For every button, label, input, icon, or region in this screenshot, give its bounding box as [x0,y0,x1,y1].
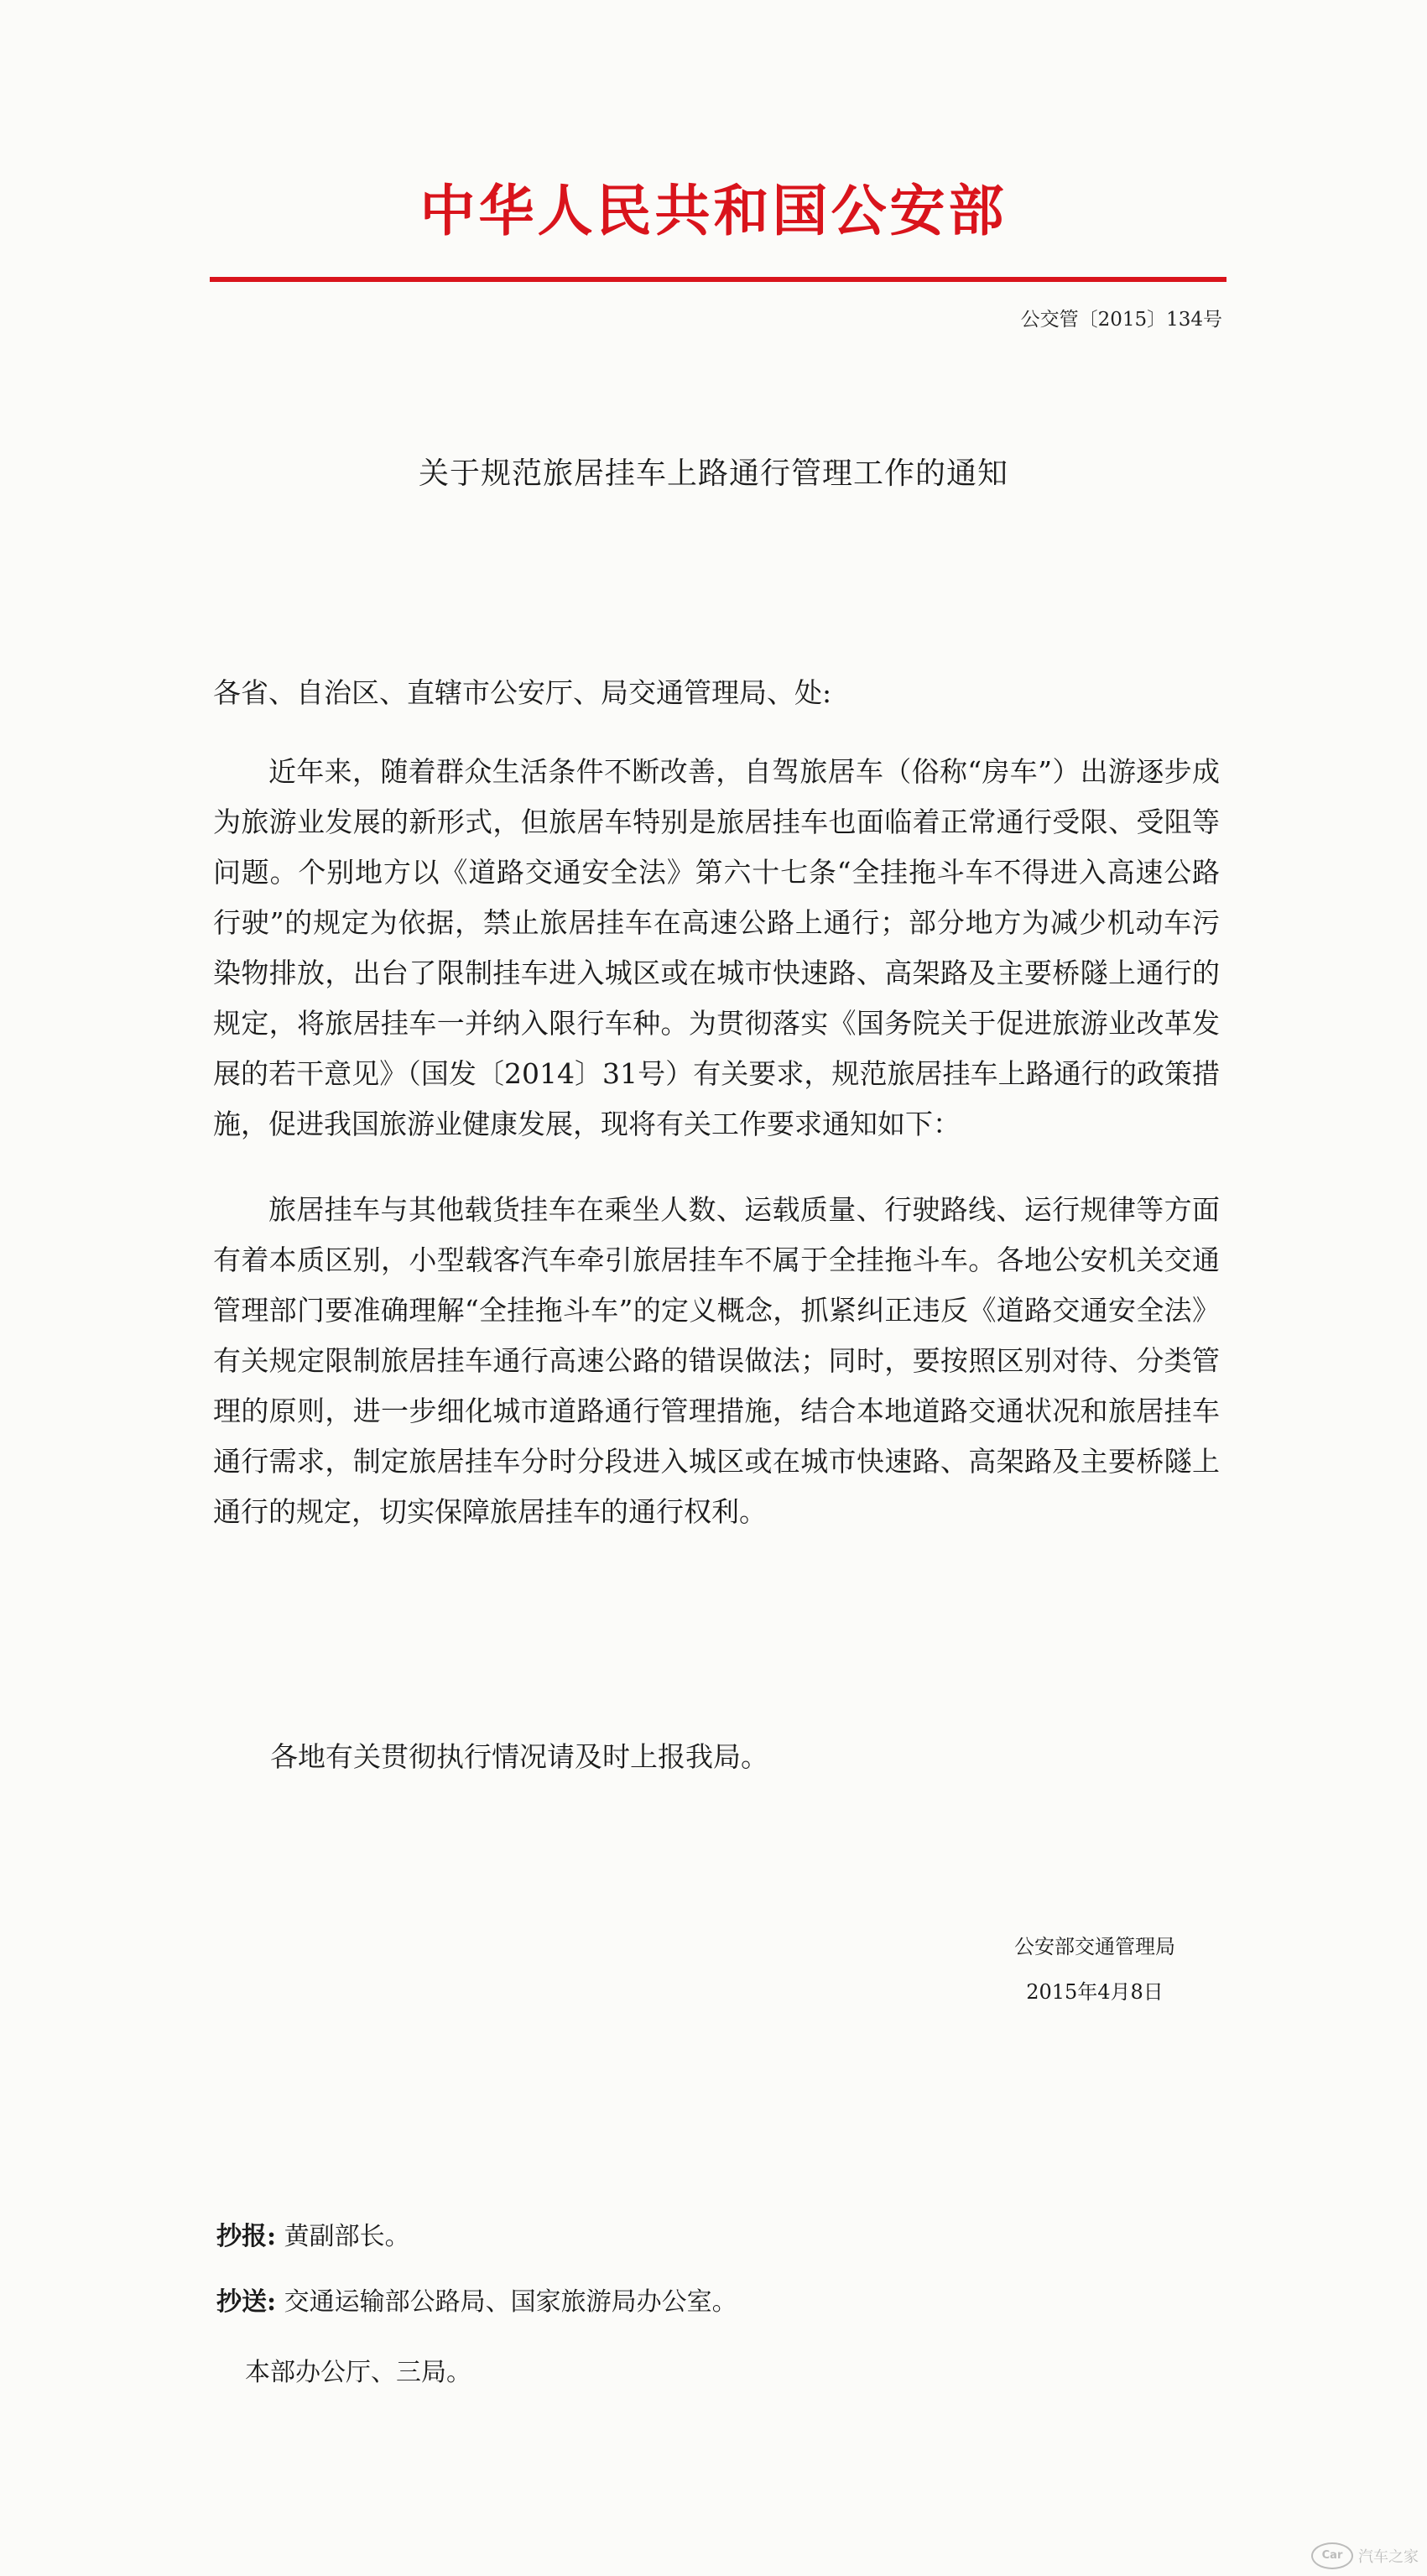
issuing-authority-title: 中华人民共和国公安部 [419,179,1008,243]
cc-report-label: 抄报: [216,2222,277,2251]
issuer-signature: 公安部交通管理局 [1014,1935,1175,1958]
addressee-line: 各省、自治区、直辖市公安厅、局交通管理局、处: [213,676,832,709]
watermark-logo-icon: Car [1311,2542,1353,2569]
cc-send-label: 抄送: [216,2287,277,2317]
closing-sentence: 各地有关贯彻执行情况请及时上报我局。 [270,1740,768,1773]
document-number: 公交管〔2015〕134号 [1020,309,1222,331]
red-header-rule [210,277,1226,282]
body-paragraph-2: 旅居挂车与其他载货挂车在乘坐人数、运载质量、行驶路线、运行规律等方面有着本质区别，小型载客汽车牵引旅居挂车不属于全挂拖斗车。各地公安机关交通管理部门要准确理解“全挂拖斗车”的定义概念，抓紧纠正违反《道路交通安全法》有关规定限制旅居挂车通行高速公路的错误做法；同时，要按照区别对待、分类管理的原则，进一步细化城市道路通行管理措施，结合本地道路交通状况和旅居挂车通行需求，制定旅居挂车分时分段进入城区或在城市快速路、高架路及主要桥隧上通行的规定，切实保障旅居挂车的通行权利。 [213,1193,1220,1528]
site-watermark [1311,2542,1419,2569]
cc-report-line [216,2215,410,2252]
cc-report-value: 黄副部长。 [284,2222,410,2251]
body-paragraph-1: 近年来，随着群众生活条件不断改善，自驾旅居车（俗称“房车”）出游逐步成为旅游业发展的新形式，但旅居车特别是旅居挂车也面临着正常通行受限、受阻等问题。个别地方以《道路交通安全法》第六十七条“全挂拖斗车不得进入高速公路行驶”的规定为依据，禁止旅居挂车在高速公路上通行；部分地方为减少机动车污染物排放，出台了限制挂车进入城区或在城市快速路、高架路及主要桥隧上通行的规定，将旅居挂车一并纳入限行车种。为贯彻落实《国务院关于促进旅游业改革发展的若干意见》（国发〔2014〕31号）有关要求，规范旅居挂车上路通行的政策措施，促进我国旅游业健康发展，现将有关工作要求通知如下： [213,755,1220,1140]
cc-send-value: 交通运输部公路局、国家旅游局办公室。 [284,2287,737,2317]
issue-date: 2015年4月8日 [1026,1980,1164,2004]
cc-internal-line: 本部办公厅、三局。 [245,2358,471,2387]
notice-title: 关于规范旅居挂车上路通行管理工作的通知 [418,456,1008,491]
cc-send-line [216,2281,737,2318]
watermark-site-name: 汽车之家 [1358,2548,1419,2566]
